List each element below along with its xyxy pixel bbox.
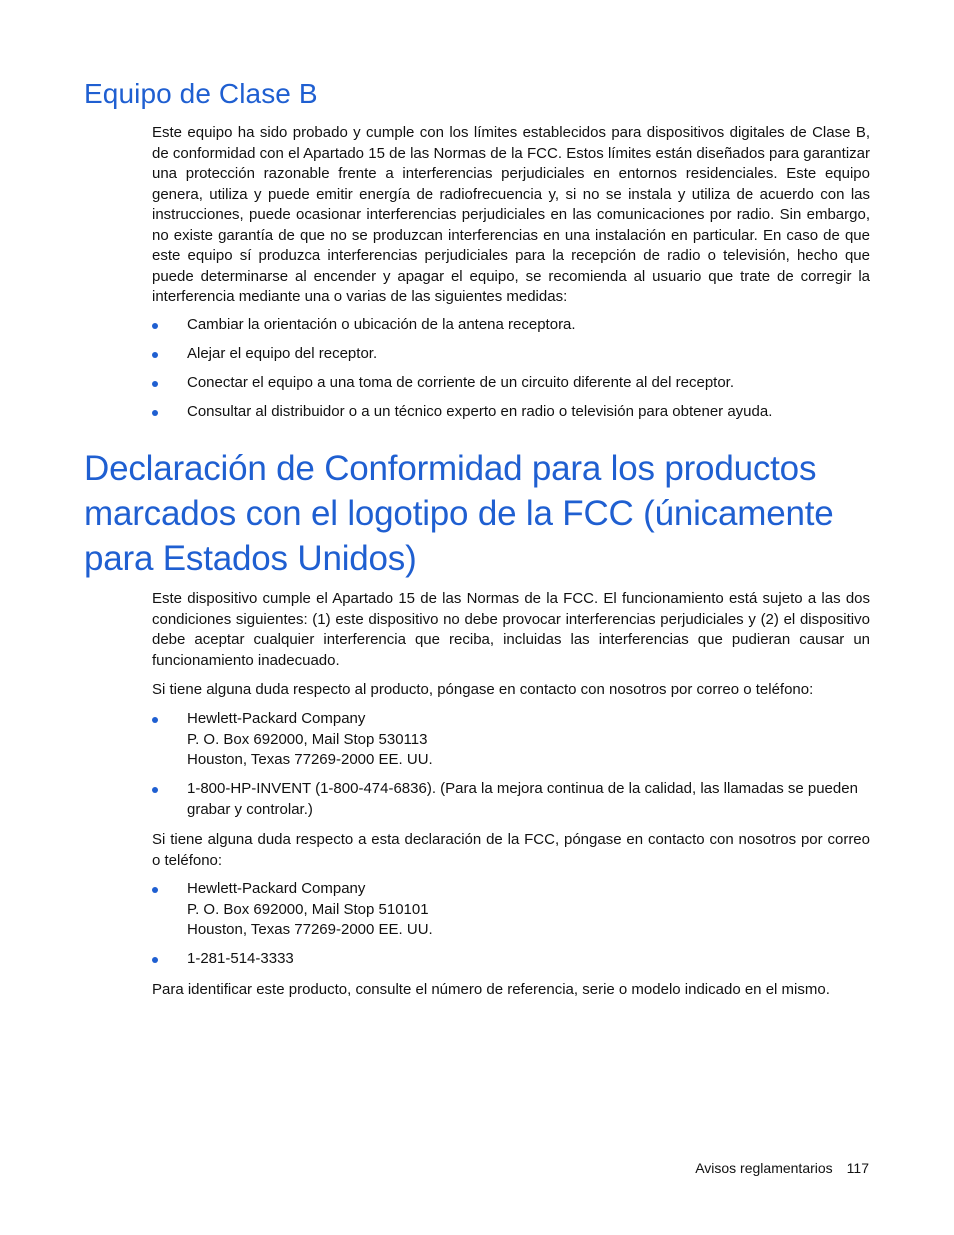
city-address: Houston, Texas 77269-2000 EE. UU. [187, 921, 433, 938]
list-item: Cambiar la orientación o ubicación de la antena receptora. [152, 315, 870, 336]
section-heading-declaration: Declaración de Conformidad para los productos marcados con el logotipo de la FCC (únicamente para Estados Unidos) [84, 449, 834, 578]
list-item [152, 879, 870, 941]
section-heading-class-b: Equipo de Clase B [84, 78, 318, 109]
bullet-icon [152, 717, 158, 723]
bullet-icon [152, 887, 158, 893]
list-item [152, 949, 870, 970]
phone-number: 1-800-HP-INVENT (1-800-474-6836). (Para la mejora continua de la calidad, las llamadas se pueden grabar y controlar.) [187, 780, 858, 818]
bullet-icon [152, 323, 158, 329]
bullet-icon [152, 410, 158, 416]
list-item: Conectar el equipo a una toma de corriente de un circuito diferente al del receptor. [152, 373, 870, 394]
company-name: Hewlett-Packard Company [187, 710, 366, 727]
measures-list [152, 315, 870, 423]
bullet-icon [152, 957, 158, 963]
list-item [152, 709, 870, 771]
fcc-contact-list [152, 879, 870, 970]
page-number: 117 [846, 1160, 869, 1176]
declaration-paragraph: Este dispositivo cumple el Apartado 15 de las Normas de la FCC. El funcionamiento está sujeto a las dos condiciones siguientes: (1) este dispositivo no debe provocar interferencias perjudiciales y (2) el dispositivo debe aceptar cualquier interferencia que reciba, incluidas las interferencias que pudieran causar un funcionamiento inadecuado. [152, 590, 870, 669]
bullet-icon [152, 787, 158, 793]
list-item: Consultar al distribuidor o a un técnico experto en radio o televisión para obtener ayuda. [152, 402, 870, 423]
class-b-paragraph: Este equipo ha sido probado y cumple con los límites establecidos para dispositivos digitales de Clase B, de conformidad con el Apartado 15 de las Normas de la FCC. Estos límites están diseñados para garantizar una protección razonable frente a interferencias perjudiciales en entornos residenciales. Este equipo genera, utiliza y puede emitir energía de radiofrecuencia y, si no se instala y utiliza de acuerdo con las instrucciones, puede ocasionar interferencias perjudiciales en las comunicaciones por radio. Sin embargo, no existe garantía de que no se produzcan interferencias en una instalación en particular. En caso de que este equipo sí produzca interferencias perjudiciales para la recepción de radio o televisión, hecho que puede determinarse al encender y apagar el equipo, se recomienda al usuario que trate de corregir la interferencia mediante una o varias de las siguientes medidas: [152, 124, 870, 305]
product-contact-intro: Si tiene alguna duda respecto al producto, póngase en contacto con nosotros por correo o teléfono: [152, 681, 814, 698]
fcc-contact-intro: Si tiene alguna duda respecto a esta declaración de la FCC, póngase en contacto con nosotros por correo o teléfono: [152, 831, 870, 869]
list-item [152, 779, 870, 820]
phone-number: 1-281-514-3333 [187, 950, 294, 967]
city-address: Houston, Texas 77269-2000 EE. UU. [187, 751, 433, 768]
bullet-icon [152, 352, 158, 358]
product-contact-list [152, 709, 870, 820]
list-item: Alejar el equipo del receptor. [152, 344, 870, 365]
mailing-address: P. O. Box 692000, Mail Stop 510101 [187, 900, 429, 918]
page-footer [695, 1158, 869, 1178]
closing-paragraph: Para identificar este producto, consulte el número de referencia, serie o modelo indicado en el mismo. [152, 981, 830, 998]
bullet-icon [152, 381, 158, 387]
footer-section-name: Avisos reglamentarios [695, 1160, 833, 1176]
mailing-address: P. O. Box 692000, Mail Stop 530113 [187, 730, 428, 748]
company-name: Hewlett-Packard Company [187, 880, 366, 897]
